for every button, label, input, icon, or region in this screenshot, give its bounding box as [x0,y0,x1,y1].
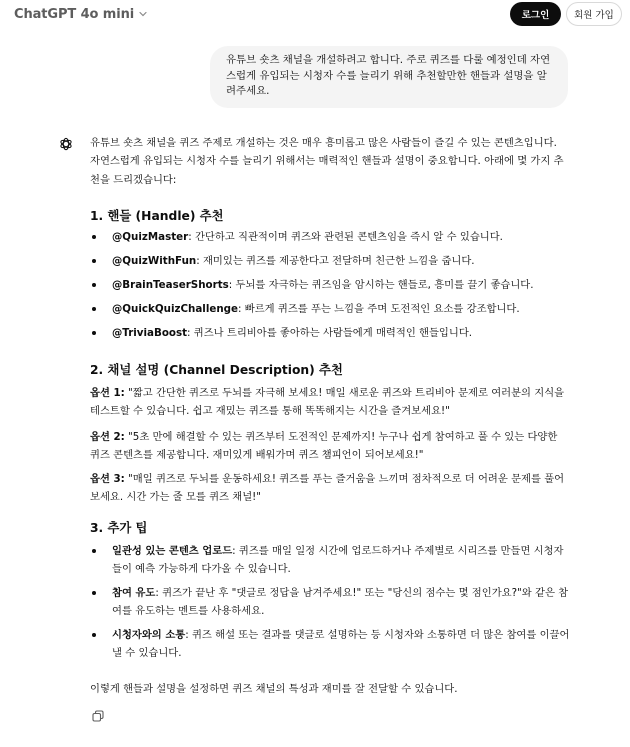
copy-icon[interactable] [92,710,104,722]
handles-list [90,228,570,348]
list-item [90,228,570,246]
option-text: "매일 퀴즈로 두뇌를 운동하세요! 퀴즈를 푸는 즐거움을 느끼며 점차적으로 더 어려운 문제를 풀어 보세요. 시간 가는 줄 모를 퀴즈 채널!" [90,473,565,503]
description-option [90,384,570,420]
tip-text: : 퀴즈가 끝난 후 "댓글로 정답을 남겨주세요!" 또는 "당신의 점수는 몇 점인가요?"와 같은 참여를 유도하는 멘트를 사용하세요. [112,587,569,617]
tip-label: 일관성 있는 콘텐츠 업로드 [112,545,233,557]
model-selector-button[interactable] [14,4,148,24]
option-text: "짧고 간단한 퀴즈로 두뇌를 자극해 보세요! 매일 새로운 퀴즈와 트리비아 문제로 여러분의 지식을 테스트할 수 있습니다. 쉽고 재밌는 퀴즈를 통해 똑똑해지는 시간을 즐겨보세요!" [90,387,565,417]
handle-name: @QuizWithFun [112,255,197,267]
handle-name: @BrainTeaserShorts [112,279,229,291]
handle-name: @TriviaBoost [112,327,188,339]
assistant-outro: 이렇게 핸들과 설명을 설정하면 퀴즈 채널의 특성과 재미를 잘 전달할 수 있습니다. [90,683,458,695]
option-label: 옵션 1: [90,387,125,399]
handle-desc: : 간단하고 직관적이며 퀴즈와 관련된 콘텐츠임을 즉시 알 수 있습니다. [188,231,503,243]
tips-list [90,542,570,668]
top-bar [0,0,630,30]
assistant-intro: 유튜브 숏츠 채널을 퀴즈 주제로 개설하는 것은 매우 흥미롭고 많은 사람들이 즐길 수 있는 콘텐츠입니다. 자연스럽게 유입되는 시청자 수를 늘리기 위해서는 매력적인 핸들과 설명이 중요합니다. 아래에 몇 가지 추천을 드리겠습니다: [90,137,564,186]
tip-text: : 퀴즈 해설 또는 결과를 댓글로 설명하는 등 시청자와 소통하면 더 많은 참여를 이끌어낼 수 있습니다. [112,629,570,659]
section-title-tips: 3. 추가 팁 [90,521,148,535]
list-item [90,252,570,270]
handle-desc: : 두뇌를 자극하는 퀴즈임을 암시하는 핸들로, 흥미를 끌기 좋습니다. [228,279,534,291]
description-option [90,428,570,464]
option-text: "5초 만에 해결할 수 있는 퀴즈부터 도전적인 문제까지! 누구나 쉽게 참여하고 풀 수 있는 다양한 퀴즈 콘텐츠를 제공합니다. 재미있게 배워가며 퀴즈 챔피언이 되어보세요!" [90,431,558,461]
tip-label: 참여 유도 [112,587,156,599]
user-message-text: 유튜브 숏츠 채널을 개설하려고 합니다. 주로 퀴즈를 다룰 예정인데 자연스럽게 유입되는 시청자 수를 늘리기 위해 추천할만한 핸들과 설명을 알려주세요. [226,54,551,97]
login-button[interactable]: 로그인 [510,2,561,26]
handle-desc: : 퀴즈나 트리비아를 좋아하는 사람들에게 매력적인 핸들입니다. [187,327,473,339]
list-item [90,276,570,294]
handle-desc: : 재미있는 퀴즈를 제공한다고 전달하며 친근한 느낌을 줍니다. [196,255,475,267]
list-item [90,584,570,620]
tip-label: 시청자와의 소통 [112,629,186,641]
section-title-description: 2. 채널 설명 (Channel Description) 추천 [90,363,343,377]
list-item [90,300,570,318]
list-item [90,626,570,662]
handle-name: @QuizMaster [112,231,189,243]
list-item [90,542,570,578]
handle-desc: : 빠르게 퀴즈를 푸는 느낌을 주며 도전적인 요소를 강조합니다. [238,303,520,315]
user-message-bubble [210,46,568,108]
section-title-handles: 1. 핸들 (Handle) 추천 [90,209,224,223]
chevron-down-icon [138,9,148,19]
assistant-message [90,134,570,695]
model-name: ChatGPT 4o mini [14,6,135,22]
handle-name: @QuickQuizChallenge [112,303,239,315]
option-label: 옵션 2: [90,431,125,443]
list-item [90,324,570,342]
signup-button[interactable]: 회원 가입 [566,2,622,26]
tip-text: : 퀴즈를 매일 일정 시간에 업로드하거나 주제별로 시리즈를 만들면 시청자들이 예측 가능하게 다가올 수 있습니다. [112,545,564,575]
openai-logo-icon [58,136,74,152]
option-label: 옵션 3: [90,473,125,485]
description-option [90,470,570,506]
